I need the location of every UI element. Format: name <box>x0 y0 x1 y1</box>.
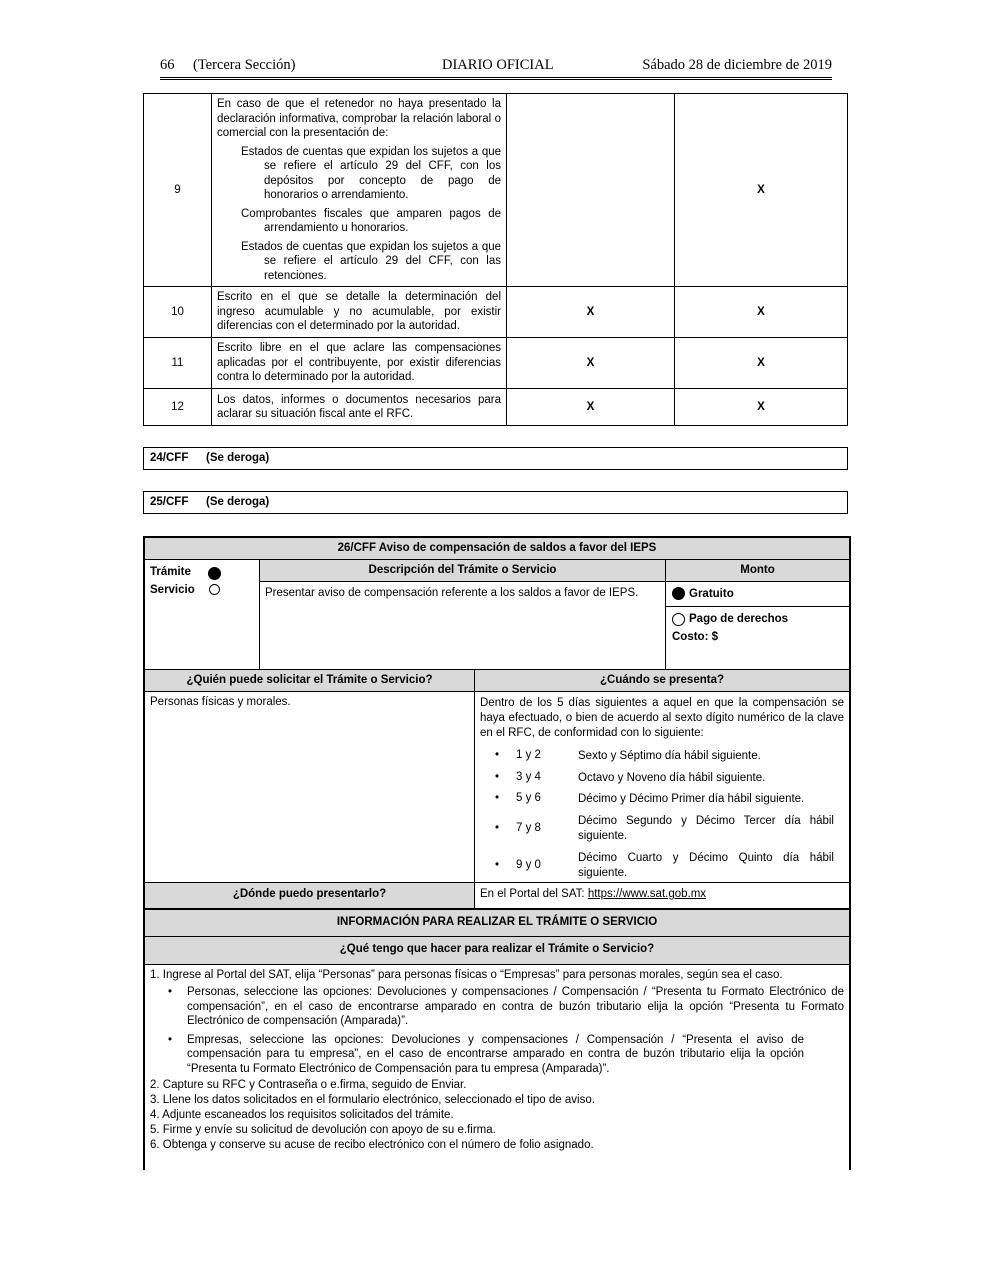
step-5: 5. Firme y envíe su solicitud de devolución con apoyo de su e.firma. <box>150 1124 496 1136</box>
rfc-digits: 3 y 4 <box>516 771 541 783</box>
table-row <box>144 287 848 338</box>
derogated-item <box>143 447 848 470</box>
row-description: Escrito en el que se detalle la determinación del ingreso acumulable y no acumulable, por existir diferencias con el determinado por la autoridad. <box>212 287 507 338</box>
row-number: 9 <box>144 94 212 287</box>
derogated-item <box>143 491 848 514</box>
section-label: (Tercera Sección) <box>193 57 296 73</box>
row-intro: En caso de que el retenedor no haya presentado la declaración informativa, comprobar la relación laboral o comercial con la presentación de: <box>217 98 501 139</box>
where-header: ¿Dónde puedo presentarlo? <box>145 882 474 908</box>
cost-label: Costo: $ <box>672 631 718 643</box>
tramite-label: Trámite <box>150 566 191 578</box>
row-description: Escrito libre en el que aclare las compensaciones aplicadas por el contribuyente, por existir diferencias contra lo determinado por la autoridad. <box>212 338 507 389</box>
free-option <box>665 581 849 606</box>
publication-title: DIARIO OFICIAL <box>442 57 554 73</box>
row-number: 12 <box>144 389 212 426</box>
sub-item: Estados de cuentas que expidan los sujetos a que se refiere el artículo 29 del CFF, con las retenciones. <box>241 240 501 282</box>
who-text: Personas físicas y morales. <box>145 691 474 882</box>
rule-status: (Se deroga) <box>206 452 270 464</box>
servicio-label: Servicio <box>150 584 195 596</box>
fee-label: Pago de derechos <box>689 613 789 625</box>
description-text: Presentar aviso de compensación referente a los saldos a favor de IEPS. <box>259 581 665 669</box>
rfc-digits: 5 y 6 <box>516 792 541 804</box>
procedure-sheet <box>143 536 851 1170</box>
radio-filled-icon <box>672 587 685 600</box>
description-header: Descripción del Trámite o Servicio <box>259 559 665 581</box>
when-header: ¿Cuándo se presenta? <box>474 669 849 691</box>
header-rule <box>160 77 832 78</box>
list-item: • Personas, seleccione las opciones: Devoluciones y compensaciones / Compensación / “Presenta tu Formato Electrónico de compensación”, en el caso de encontrarse amparado en contra de buzón tributario elija la opción “Presenta tu Formato Electrónico de compensación (Amparada)”. <box>168 986 844 1027</box>
deadline: Sexto y Séptimo día hábil siguiente. <box>578 750 761 762</box>
sat-portal-link[interactable]: https://www.sat.gob.mx <box>587 888 707 900</box>
requirements-table <box>143 93 848 426</box>
where-text <box>474 882 849 908</box>
free-label: Gratuito <box>689 588 734 600</box>
list-item: • Empresas, seleccione las opciones: Devoluciones y compensaciones / Compensación / “Presenta el aviso de compensación para tu empresa”, en el caso de encontrarse amparado en contra de buzón tributario elija la opción “Presenta tu Formato Electrónico de Compensación para tu empresa (Amparada)”. <box>168 1033 804 1075</box>
deadline: Décimo Cuarto y Décimo Quinto día hábil siguiente. <box>578 852 834 879</box>
sub-item: Estados de cuentas que expidan los sujetos a que se refiere el artículo 29 del CFF, con los depósitos por concepto de pago de honorarios o arrendamiento. <box>241 145 501 201</box>
mark-cell: X <box>507 338 675 389</box>
row-description: Los datos, informes o documentos necesarios para aclarar su situación fiscal ante el RFC. <box>212 389 507 426</box>
publication-date: Sábado 28 de diciembre de 2019 <box>642 57 832 73</box>
step-6: 6. Obtenga y conserve su acuse de recibo electrónico con el número de folio asignado. <box>150 1139 594 1151</box>
page-header <box>160 57 832 77</box>
procedure-title: 26/CFF Aviso de compensación de saldos a favor del IEPS <box>145 538 849 559</box>
where-prefix: En el Portal del SAT: <box>480 888 588 900</box>
mark-cell: X <box>675 338 848 389</box>
rfc-digits: 9 y 0 <box>516 859 541 871</box>
row-description <box>212 94 507 287</box>
steps-list <box>145 964 849 1170</box>
mark-cell <box>507 94 675 287</box>
step-2: 2. Capture su RFC y Contraseña o e.firma, seguido de Enviar. <box>150 1079 467 1091</box>
when-content: Dentro de los 5 días siguientes a aquel en que la compensación se haya efectuado, o bien de acuerdo al sexto dígito numérico de la clave en el RFC, de conformidad con lo siguiente: • 1 y 2 Sexto y Séptimo día hábil siguiente. • 3 y 4 Octavo y Noveno día hábil siguiente. • 5 y 6 Décimo y Décimo Primer día hábil siguiente. • 7 y 8 Décimo Segundo y Décimo Tercer día hábil siguiente. • 9 y 0 Décimo Cuarto y Décimo Quinto día hábil siguiente. <box>474 691 849 882</box>
when-text: Dentro de los 5 días siguientes a aquel en que la compensación se haya efectuado, o bien de acuerdo al sexto dígito numérico de la clave en el RFC, de conformidad con lo siguiente: <box>480 697 844 739</box>
step-3: 3. Llene los datos solicitados en el formulario electrónico, seleccionado el tipo de aviso. <box>150 1094 595 1106</box>
step-1-empresas: Empresas, seleccione las opciones: Devoluciones y compensaciones / Compensación / “Presenta el aviso de compensación para tu empresa”, en el caso de encontrarse amparado en contra de buzón tributario elija la opción “Presenta tu Formato Electrónico de Compensación para tu empresa (Amparada)”. <box>187 1033 804 1075</box>
fee-option <box>665 606 849 669</box>
page-number: 66 <box>160 57 175 73</box>
table-row <box>144 338 848 389</box>
radio-empty-icon <box>672 613 685 626</box>
step-1-personas: Personas, seleccione las opciones: Devoluciones y compensaciones / Compensación / “Presenta tu Formato Electrónico de compensación”, en el caso de encontrarse amparado en contra de buzón tributario elija la opción “Presenta tu Formato Electrónico de compensación (Amparada)”. <box>187 986 844 1027</box>
sub-item: Comprobantes fiscales que amparen pagos de arrendamiento u honorarios. <box>241 207 501 234</box>
table-row <box>144 94 848 287</box>
header-rule <box>160 79 832 80</box>
deadline: Décimo Segundo y Décimo Tercer día hábil siguiente. <box>578 815 834 842</box>
rule-code: 24/CFF <box>150 452 189 464</box>
rule-code: 25/CFF <box>150 496 189 508</box>
mark-cell: X <box>507 287 675 338</box>
rfc-digits: 1 y 2 <box>516 749 541 761</box>
deadline: Décimo y Décimo Primer día hábil siguiente. <box>578 793 805 805</box>
row-number: 11 <box>144 338 212 389</box>
row-number: 10 <box>144 287 212 338</box>
mark-cell: X <box>675 389 848 426</box>
rule-status: (Se deroga) <box>206 496 270 508</box>
mark-cell: X <box>675 94 848 287</box>
steps-header: ¿Qué tengo que hacer para realizar el Trámite o Servicio? <box>145 936 849 964</box>
table-row <box>144 389 848 426</box>
step-1: 1. Ingrese al Portal del SAT, elija “Personas” para personas físicas o “Empresas” para personas morales, según sea el caso. <box>150 969 783 981</box>
step-4: 4. Adjunte escaneados los requisitos solicitados del trámite. <box>150 1109 454 1121</box>
radio-filled-icon <box>208 567 221 580</box>
deadline: Octavo y Noveno día hábil siguiente. <box>578 772 766 784</box>
who-header: ¿Quién puede solicitar el Trámite o Servicio? <box>145 669 474 691</box>
type-selector <box>145 559 259 669</box>
rfc-digits: 7 y 8 <box>516 822 541 834</box>
mark-cell: X <box>675 287 848 338</box>
amount-header: Monto <box>665 559 849 581</box>
info-header: INFORMACIÓN PARA REALIZAR EL TRÁMITE O SERVICIO <box>145 908 849 936</box>
mark-cell: X <box>507 389 675 426</box>
radio-empty-icon <box>209 584 220 595</box>
